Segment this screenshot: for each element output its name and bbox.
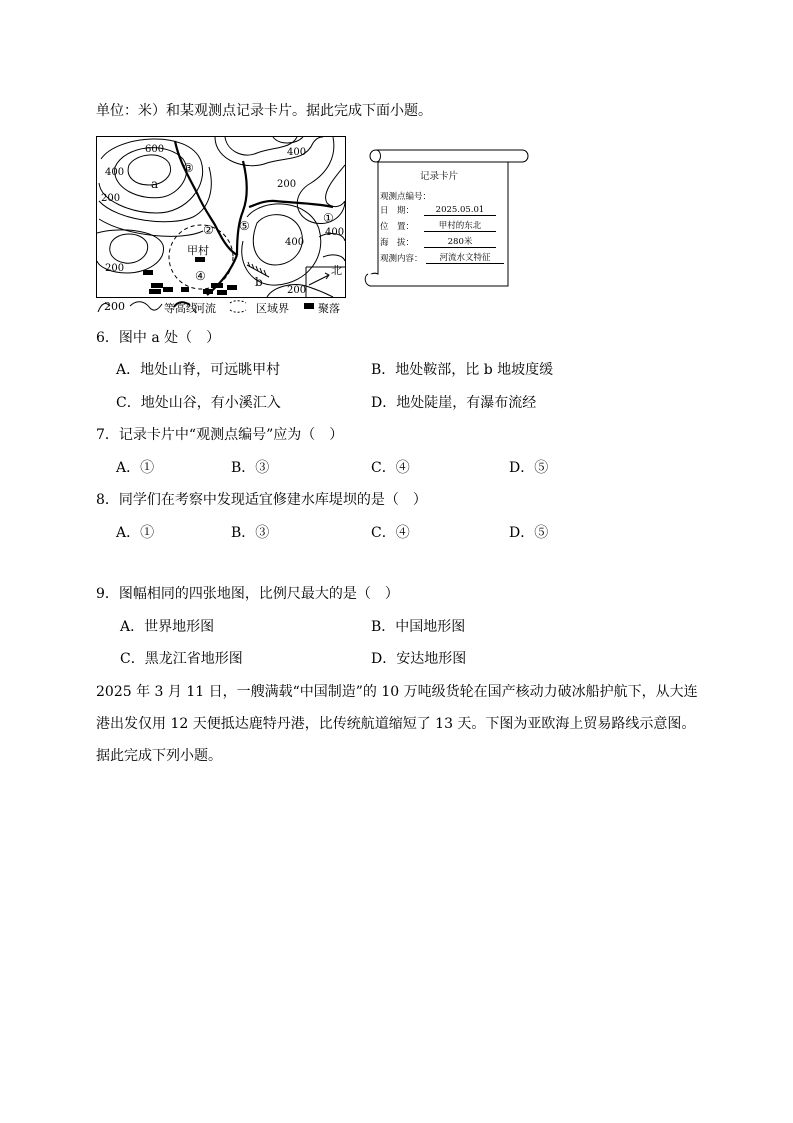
q7-option-c: C．④ [371,460,410,476]
q6-option-c: C．地处山谷，有小溪汇入 [116,395,281,411]
legend-region-text: 区域界 [256,302,289,315]
contour-label-200-bottom-left: 200 [105,263,125,274]
card-content-value: 河流水文特征 [426,253,504,264]
point-b-label: b [255,275,263,289]
q8-option-c: C．④ [371,525,410,541]
contour-label-400-right: 400 [325,227,345,238]
contour-label-200-right: 200 [277,179,297,190]
q9-option-d: D．安达地形图 [371,651,467,667]
contour-label-200-left: 200 [101,193,121,204]
point-5-label: ⑤ [239,219,250,233]
card-id-label: 观测点编号： [380,192,432,202]
record-card [362,146,530,292]
card-altitude-value: 280米 [424,237,496,248]
passage-text: 2025 年 3 月 11 日，一艘满载“中国制造”的 10 万吨级货轮在国产核动力破冰船护航下，从大连港出发仅用 12 天便抵达鹿特丹港，比传统航道缩短了 13 天。下图为亚欧海上贸易路线示意图。据此完成下列小题。 [96,684,698,764]
point-1-label: ① [323,211,334,225]
q8-stem: 8．同学们在考察中发现适宜修建水库堤坝的是（ ） [96,492,427,508]
scroll-outline [362,146,530,292]
card-date-value: 2025.05.01 [424,205,496,216]
q8-option-a: A．① [116,525,155,541]
contour-lines-svg [97,137,345,297]
card-content-label: 观测内容： [380,254,423,264]
legend-settlement-text: 聚落 [318,302,340,315]
card-title: 记录卡片 [420,171,459,182]
q8-option-d: D．⑤ [509,525,549,541]
card-altitude-label: 海 拔： [380,238,415,248]
card-location-value: 甲村的东北 [424,221,496,232]
contour-map [96,136,346,298]
intro-text: 单位：米）和某观测点记录卡片。据此完成下面小题。 [96,103,432,119]
village-label: 甲村 [187,244,209,257]
q8-option-b: B．③ [231,525,270,541]
q9-stem: 9．图幅相同的四张地图，比例尺最大的是（ ） [96,586,399,602]
point-3-label: ③ [183,161,194,175]
q9-option-b: B．中国地形图 [371,619,466,635]
q9-option-c: C．黑龙江省地形图 [120,651,243,667]
legend-symbols [96,300,356,314]
q9-option-a: A．世界地形图 [120,619,215,635]
q6-option-d: D．地处陡崖，有瀑布流经 [371,395,537,411]
contour-label-400-left: 400 [105,167,125,178]
q7-option-b: B．③ [231,460,270,476]
q6-option-a: A．地处山脊，可远眺甲村 [116,362,281,378]
point-2-label: ② [203,223,214,237]
card-location-label: 位 置： [380,222,415,232]
q6-option-b: B．地处鞍部，比 b 地坡度缓 [371,362,554,378]
point-a-label: a [151,177,159,191]
q6-stem: 6．图中 a 处（ ） [96,330,221,346]
card-date-label: 日 期： [380,206,415,216]
map-legend [96,300,356,314]
legend-contour-text: 等高线 [164,302,197,315]
contour-map-figure [96,136,356,318]
contour-label-600: 600 [145,144,165,155]
contour-label-400-top: 400 [287,147,307,158]
point-4-label: ④ [195,269,206,283]
legend-river-text: 河流 [194,302,216,315]
contour-label-400-mid: 400 [285,237,305,248]
q7-option-d: D．⑤ [509,460,549,476]
contour-label-200-bottom: 200 [287,285,307,296]
q7-option-a: A．① [116,460,155,476]
north-label: 北 [331,264,342,277]
legend-contour-value: 200 [104,300,125,313]
q7-stem: 7．记录卡片中“观测点编号”应为（ ） [96,427,344,443]
